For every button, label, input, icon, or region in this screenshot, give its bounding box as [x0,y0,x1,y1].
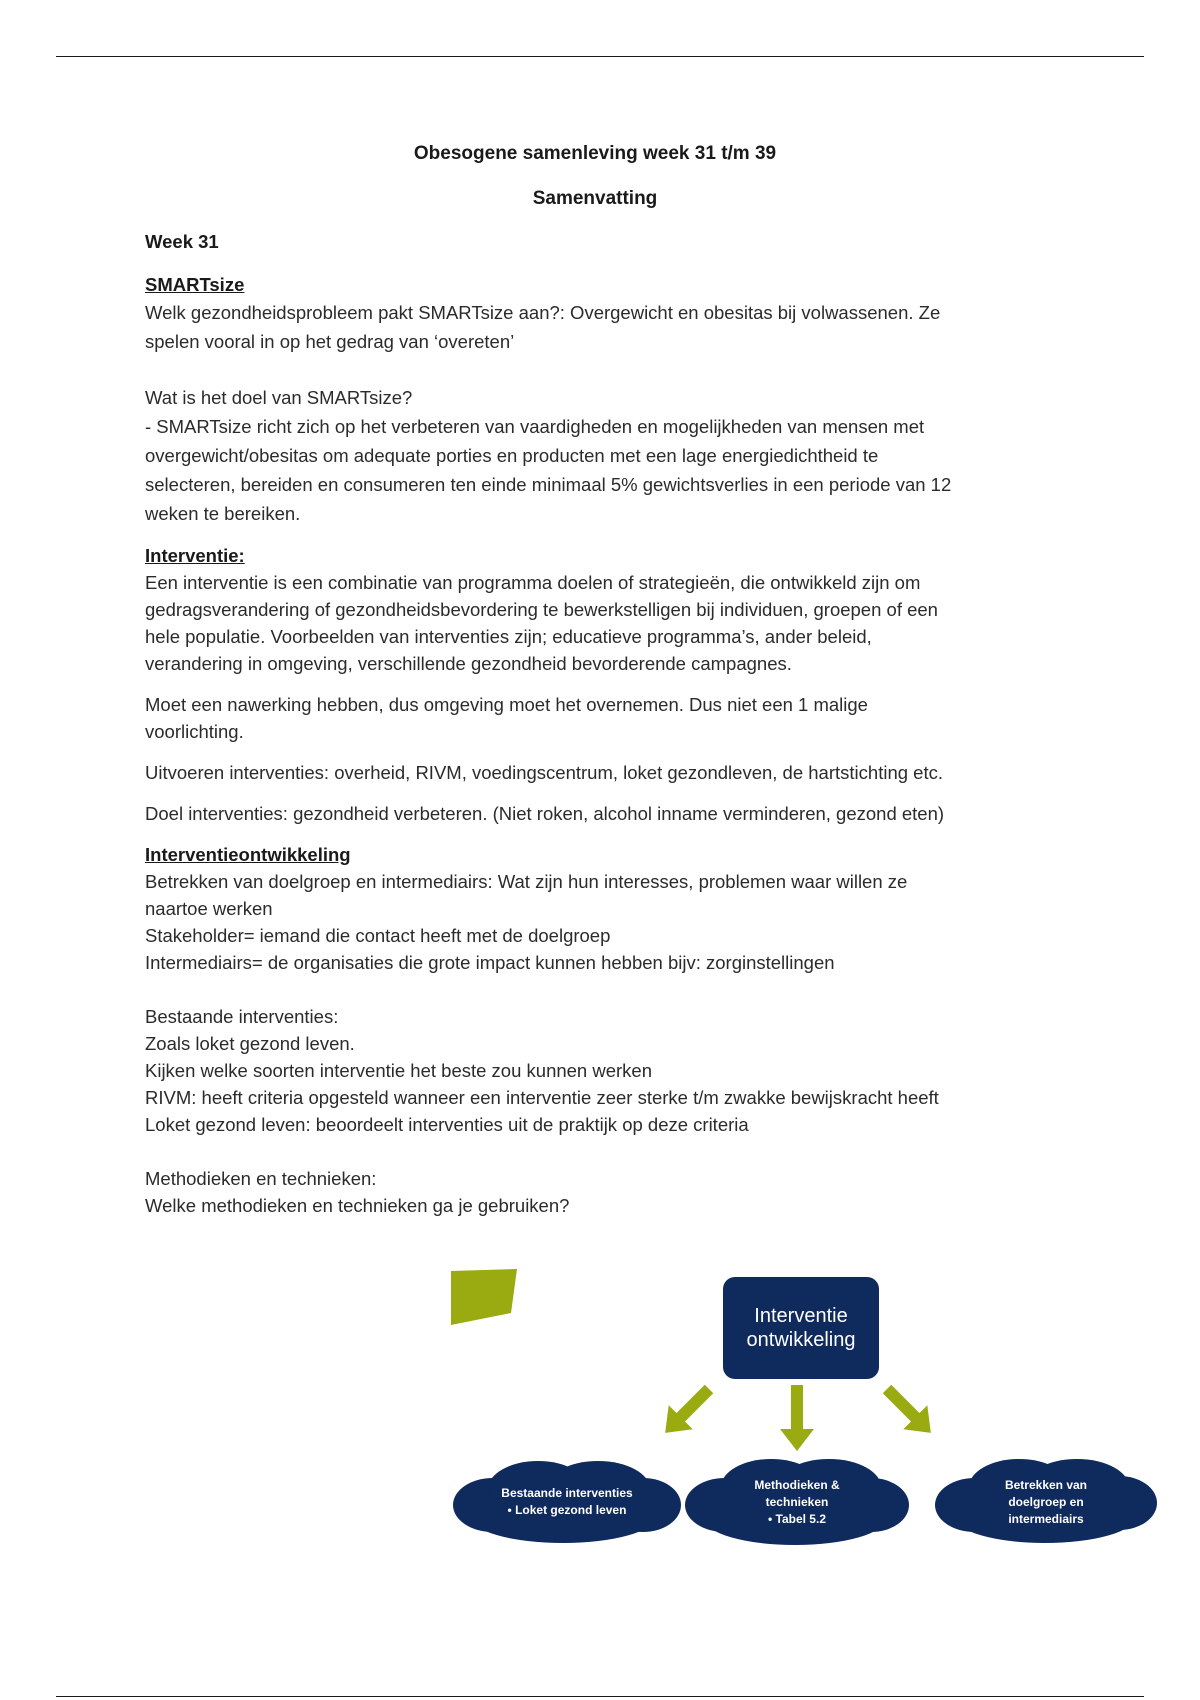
cloud-label-line: Methodieken & [754,1477,840,1492]
root-label-line: ontwikkeling [746,1329,856,1351]
diagram-arrows [451,1265,1157,1465]
text-line: Doel interventies: gezondheid verbeteren. (Niet roken, alcohol inname verminderen, gezond eten) [145,803,945,824]
interventie-diagram [451,1265,1157,1555]
text-line: Zoals loket gezond leven. [145,1033,355,1054]
text-line: overgewicht/obesitas om adequate porties en producten met een lage energiedichtheid te [145,445,879,466]
bottom-rule [56,1696,1144,1697]
cloud-label-line: technieken [765,1494,829,1509]
root-label-line: Interventie [754,1305,848,1327]
text-line: verandering in omgeving, verschillende gezondheid bevorderende campagnes. [145,653,792,674]
cloud-label-line: intermediairs [1008,1511,1084,1526]
text-line: gedragsverandering of gezondheidsbevordering te bewerkstelligen bij individuen, groepen of een [145,599,938,620]
text-line: - SMARTsize richt zich op het verbeteren van vaardigheden en mogelijkheden van mensen met [145,416,925,437]
cloud-label-line: doelgroep en [1008,1494,1084,1509]
text-line: Uitvoeren interventies: overheid, RIVM, voedingscentrum, loket gezondleven, de hartstichting etc. [145,762,943,783]
text-line: selecteren, bereiden en consumeren ten einde minimaal 5% gewichtsverlies in een periode van 12 [145,474,952,495]
cloud-betrekken-doelgroep [935,1457,1157,1547]
week-heading: Week 31 [145,231,219,252]
text-line: RIVM: heeft criteria opgesteld wanneer een interventie zeer sterke t/m zwakke bewijskracht heeft [145,1087,939,1108]
cloud-methodieken-technieken [683,1457,911,1547]
text-line: spelen vooral in op het gedrag van ‘overeten’ [145,331,515,352]
text-line: voorlichting. [145,721,244,742]
text-line: Bestaande interventies: [145,1006,339,1027]
text-line: weken te bereiken. [145,503,301,524]
document-subtitle: Samenvatting [532,188,658,209]
cloud-label-line: • Loket gezond leven [507,1503,627,1517]
text-line: Loket gezond leven: beoordeelt interventies uit de praktijk op deze criteria [145,1114,749,1135]
cloud-label-line: Betrekken van [1004,1477,1088,1492]
smartsize-heading: SMARTsize [145,274,245,295]
interventie-heading: Interventie: [145,545,245,566]
top-rule [56,56,1144,57]
text-line: Moet een nawerking hebben, dus omgeving moet het overnemen. Dus niet een 1 malige [145,694,868,715]
text-line: Stakeholder= iemand die contact heeft met de doelgroep [145,925,611,946]
text-line: Kijken welke soorten interventie het beste zou kunnen werken [145,1060,652,1081]
text-line: Methodieken en technieken: [145,1168,377,1189]
text-line: naartoe werken [145,898,273,919]
document-body [145,140,1045,1219]
arrow-down-icon [780,1385,814,1451]
text-line: Een interventie is een combinatie van programma doelen of strategieën, die ontwikkeld zijn om [145,572,921,593]
text-line: hele populatie. Voorbeelden van interventies zijn; educatieve programma’s, ander beleid, [145,626,872,647]
text-line: Welk gezondheidsprobleem pakt SMARTsize aan?: Overgewicht en obesitas bij volwassenen. Ze [145,302,941,323]
cloud-label-line: Bestaande interventies [501,1486,633,1500]
interventieontwikkeling-heading: Interventieontwikkeling [145,844,351,865]
cloud-bestaande-interventies [453,1457,681,1547]
arrow-right-icon [875,1377,943,1445]
text-line: Wat is het doel van SMARTsize? [145,387,413,408]
text-line: Intermediairs= de organisaties die grote impact kunnen hebben bijv: zorginstellingen [145,952,835,973]
arrow-left-icon [653,1377,721,1445]
text-line: Betrekken van doelgroep en intermediairs: Wat zijn hun interesses, problemen waar willen ze [145,871,908,892]
document-title: Obesogene samenleving week 31 t/m 39 [413,143,777,164]
text-line: Welke methodieken en technieken ga je gebruiken? [145,1195,570,1216]
cloud-label-line: • Tabel 5.2 [767,1511,826,1526]
